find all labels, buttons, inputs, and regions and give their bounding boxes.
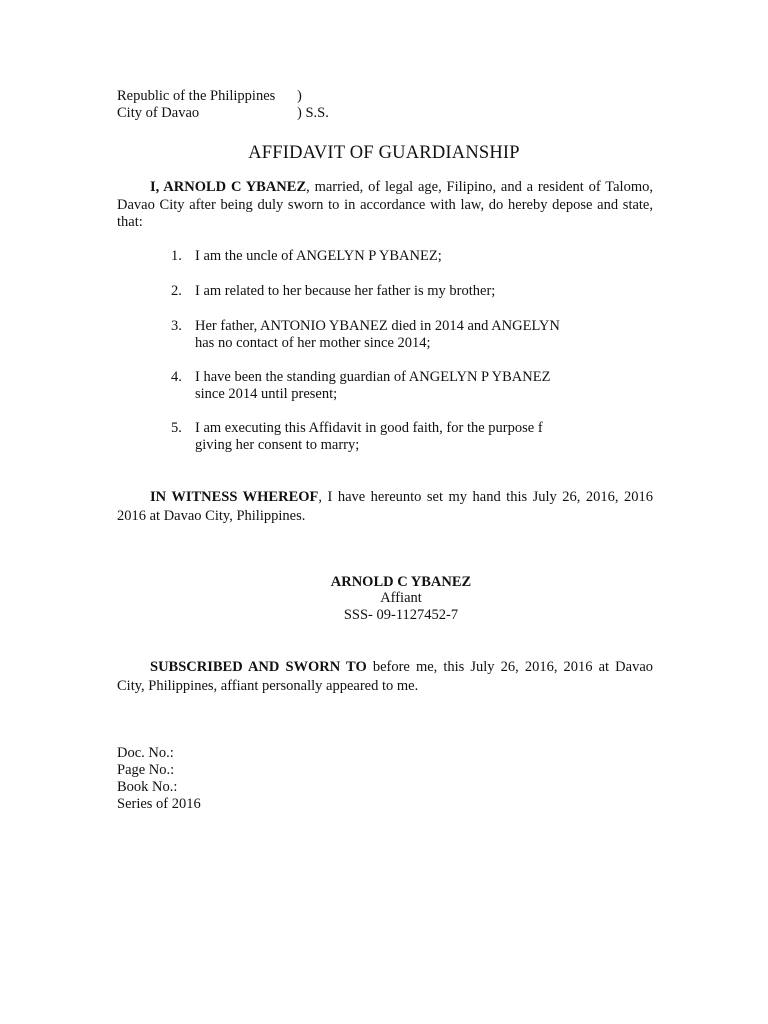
list-item-number: 5.	[171, 420, 182, 436]
list-item-2	[0, 283, 768, 301]
affiant-name-intro: I, ARNOLD C YBANEZ	[150, 179, 307, 195]
signature-sss: SSS- 09-1127452-7	[343, 607, 459, 623]
venue-city	[117, 105, 329, 122]
list-item-text: I am related to her because her father is my brother;	[195, 283, 496, 299]
list-item-text: I am executing this Affidavit in good faith, for the purpose f	[195, 420, 543, 436]
list-item-1	[0, 248, 768, 266]
page-no: Page No.:	[117, 762, 175, 778]
list-item-number: 2.	[171, 283, 182, 299]
list-item-text-cont: giving her consent to marry;	[195, 437, 360, 453]
venue-ss: ) S.S.	[297, 105, 329, 121]
witness-text: , I have hereunto set my hand this July 26, 2016, 2016 2016 at Davao City, Philippines.	[117, 489, 654, 524]
document-title: AFFIDAVIT OF GUARDIANSHIP	[248, 143, 520, 163]
signature-name: ARNOLD C YBANEZ	[330, 574, 472, 590]
series-year: Series of 2016	[117, 796, 201, 812]
intro-text: , married, of legal age, Filipino, and a resident of Talomo, Davao City after being duly sworn to in accordance with law, do hereby depose and state, that:	[117, 179, 653, 230]
list-item-4	[0, 369, 768, 405]
witness-paragraph	[117, 488, 653, 526]
sworn-paragraph	[117, 658, 653, 696]
list-item-text-cont: since 2014 until present;	[195, 386, 338, 402]
list-item-number: 1.	[171, 248, 182, 264]
list-item-number: 4.	[171, 369, 182, 385]
doc-no: Doc. No.:	[117, 745, 174, 761]
venue-republic-text: Republic of the Philippines	[117, 88, 276, 104]
book-no: Book No.:	[117, 779, 178, 795]
list-item-text: I am the uncle of ANGELYN P YBANEZ;	[195, 248, 442, 264]
list-item-number: 3.	[171, 318, 182, 334]
venue-city-text: City of Davao	[117, 105, 200, 121]
sworn-text: before me, this July 26, 2016, 2016 at Davao City, Philippines, affiant personally appeared to me.	[117, 659, 654, 694]
list-item-5	[0, 420, 768, 456]
signature-role: Affiant	[380, 590, 422, 606]
list-item-3	[0, 318, 768, 354]
list-item-text-cont: has no contact of her mother since 2014;	[195, 335, 431, 351]
list-item-text: I have been the standing guardian of ANGELYN P YBANEZ	[195, 369, 551, 385]
intro-paragraph	[117, 179, 653, 232]
venue-republic	[117, 88, 302, 105]
list-item-text: Her father, ANTONIO YBANEZ died in 2014 and ANGELYN	[195, 318, 560, 334]
witness-lead: IN WITNESS WHEREOF	[150, 489, 319, 505]
venue-republic-paren: )	[297, 88, 302, 104]
sworn-lead: SUBSCRIBED AND SWORN TO	[150, 659, 367, 675]
